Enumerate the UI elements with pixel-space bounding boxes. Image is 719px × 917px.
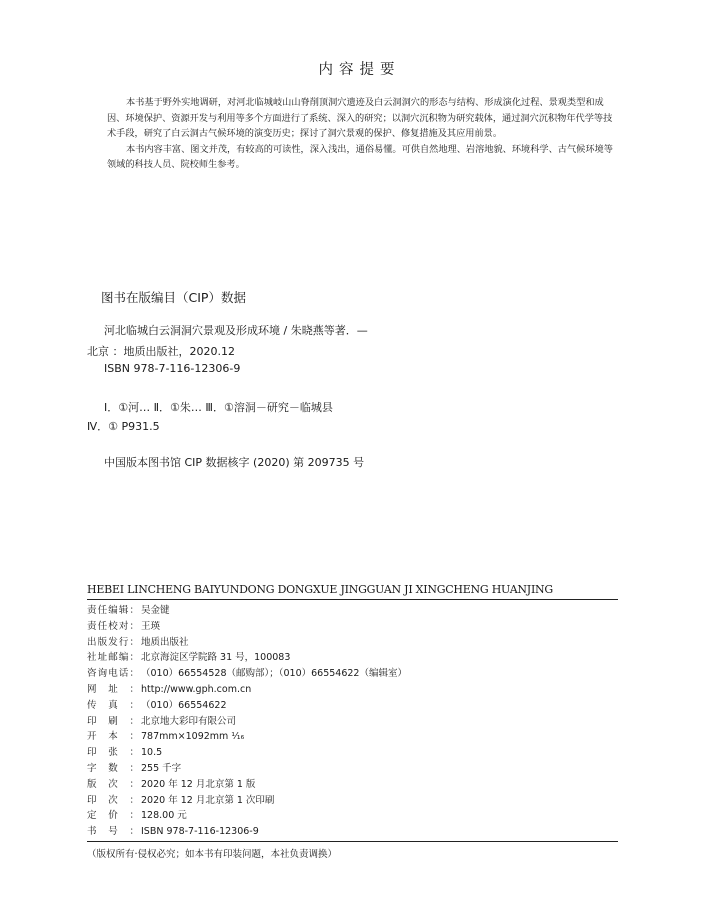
summary-paragraph bbox=[107, 142, 619, 173]
cip-publisher-line: 北京 ：地质出版社，2020.12 bbox=[87, 345, 235, 358]
summary-paragraph-text: 本书内容丰富、图文并茂，有较高的可读性，深入浅出，通俗易懂。可供自然地理、岩溶地貌、环境科学、古气候环境等领域的科技人员、院校师生参考。 bbox=[107, 143, 613, 170]
copyright-label: 版次： bbox=[87, 778, 139, 790]
copyright-label: 印次： bbox=[87, 794, 139, 806]
copyright-info-list bbox=[87, 603, 407, 840]
summary-paragraph bbox=[107, 95, 619, 142]
copyright-value: 787mm×1092mm ¹⁄₁₆ bbox=[141, 731, 245, 743]
copyright-row bbox=[87, 682, 407, 698]
copyright-label: 出版发行： bbox=[87, 636, 139, 648]
cip-classification: Ⅰ．①河… Ⅱ．①朱… Ⅲ．①溶洞－研究－临城县 bbox=[104, 401, 333, 414]
copyright-value: （010）66554528（邮购部）；（010）66554622（编辑室） bbox=[141, 668, 407, 680]
copyright-label: 书号： bbox=[87, 826, 139, 838]
copyright-row bbox=[87, 729, 407, 745]
copyright-label: 印张： bbox=[87, 747, 139, 759]
divider-bottom bbox=[87, 841, 618, 842]
copyright-row bbox=[87, 650, 407, 666]
cip-record-number: 中国版本图书馆 CIP 数据核字 (2020) 第 209735 号 bbox=[104, 456, 365, 469]
copyright-label: 定价： bbox=[87, 810, 139, 822]
copyright-value: ISBN 978-7-116-12306-9 bbox=[141, 826, 259, 838]
copyright-row bbox=[87, 777, 407, 793]
copyright-value: 吴金键 bbox=[141, 605, 170, 616]
summary-paragraph-text: 本书基于野外实地调研，对河北临城岐山山脊削顶洞穴遗迹及白云洞洞穴的形态与结构、形成演化过程、景观类型和成因、环境保护、资源开发与利用等多个方面进行了系统、深入的研究；以洞穴沉积物为研究载体，通过洞穴沉积物年代学等技术手段，研究了白云洞古气候环境的演变历史；探讨了洞穴景观的保护、修复措施及其应用前景。 bbox=[107, 97, 613, 139]
copyright-value: 128.00 元 bbox=[141, 810, 187, 822]
copyright-label: 传真： bbox=[87, 699, 139, 711]
copyright-value: 2020 年 12 月北京第 1 版 bbox=[141, 778, 256, 790]
divider-top bbox=[87, 599, 618, 600]
copyright-row bbox=[87, 793, 407, 809]
cip-isbn: ISBN 978-7-116-12306-9 bbox=[104, 362, 241, 375]
copyright-value: 王瑛 bbox=[141, 620, 161, 632]
copyright-row bbox=[87, 698, 407, 714]
pinyin-title: HEBEI LINCHENG BAIYUNDONG DONGXUE JINGGUAN JI XINGCHENG HUANJING bbox=[87, 583, 553, 596]
copyright-value: 255 千字 bbox=[141, 762, 182, 774]
copyright-label: 字数： bbox=[87, 762, 139, 774]
summary-title: 内容提要 bbox=[318, 62, 401, 78]
copyright-value: 北京海淀区学院路 31 号，100083 bbox=[141, 652, 291, 664]
copyright-label: 咨询电话： bbox=[87, 668, 139, 680]
copyright-notice: （版权所有·侵权必究；如本书有印装问题，本社负责调换） bbox=[87, 849, 338, 860]
copyright-value: 地质出版社 bbox=[141, 636, 189, 648]
copyright-row bbox=[87, 761, 407, 777]
copyright-row bbox=[87, 635, 407, 651]
copyright-row bbox=[87, 808, 407, 824]
copyright-label: 开本： bbox=[87, 731, 139, 743]
copyright-row bbox=[87, 745, 407, 761]
copyright-label: 责任编辑： bbox=[87, 605, 139, 616]
cip-title-line: 河北临城白云洞洞穴景观及形成环境 / 朱晓燕等著．— bbox=[104, 324, 368, 337]
copyright-row bbox=[87, 824, 407, 840]
cip-heading: 图书在版编目（CIP）数据 bbox=[101, 290, 246, 305]
copyright-row bbox=[87, 603, 407, 619]
copyright-row bbox=[87, 666, 407, 682]
copyright-label: 印刷： bbox=[87, 715, 139, 727]
copyright-label: 责任校对： bbox=[87, 620, 139, 632]
summary-body bbox=[107, 95, 619, 173]
copyright-value: 2020 年 12 月北京第 1 次印刷 bbox=[141, 794, 275, 806]
copyright-label: 社址邮编： bbox=[87, 652, 139, 664]
cip-classification-number: Ⅳ．① P931.5 bbox=[87, 420, 160, 433]
copyright-value: http://www.gph.com.cn bbox=[141, 683, 252, 695]
copyright-row bbox=[87, 714, 407, 730]
copyright-value: 北京地大彩印有限公司 bbox=[141, 715, 237, 727]
copyright-row bbox=[87, 619, 407, 635]
copyright-value: （010）66554622 bbox=[141, 699, 227, 711]
copyright-label: 网址： bbox=[87, 683, 139, 695]
copyright-value: 10.5 bbox=[141, 747, 163, 759]
